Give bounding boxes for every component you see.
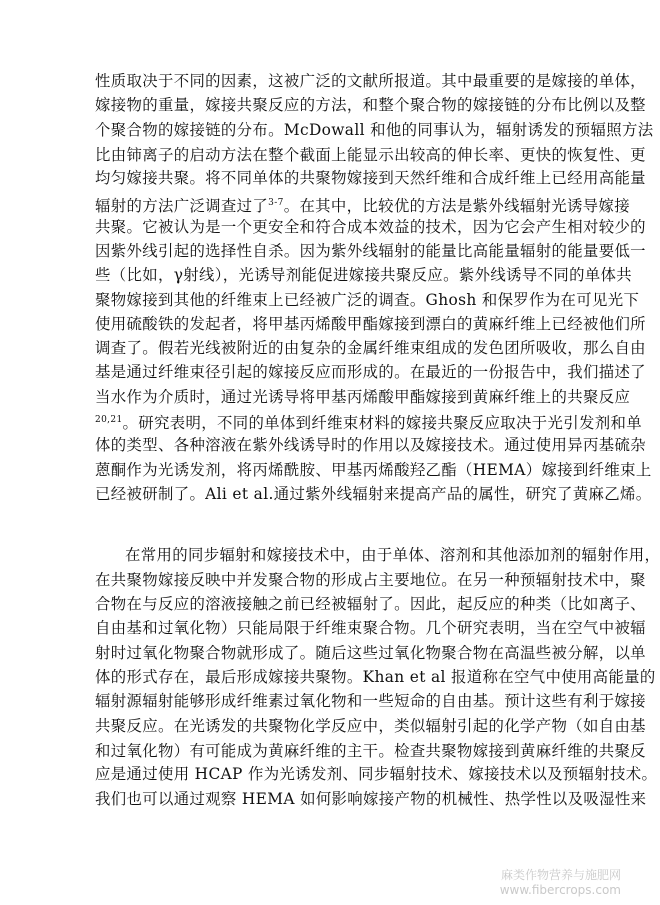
text-line-content: 已经被研制了。Ali et al.通过紫外线辐射来提高产品的属性，研究了黄麻乙烯。 [95,485,652,503]
text-line-content: 嫁接物的重量，嫁接共聚反应的方法，和整个聚合物的嫁接链的分布比例以及整 [95,96,646,114]
text-line-content: 体的类型、各种溶液在紫外线诱导时的作用以及嫁接技术。通过使用异丙基硫杂 [95,436,646,454]
text-line [95,484,652,504]
text-line [95,338,646,358]
text-line [95,314,646,334]
text-line-content: 共聚。它被认为是一个更安全和符合成本效益的技术，因为它会产生相对较少的 [95,218,646,236]
citation-superscript: 20,21 [95,415,123,425]
text-line-continuation: 。研究表明，不同的单体到纤维束材料的嫁接共聚反应取决于光引发剂和单 [122,414,642,432]
text-line-content: 均匀嫁接共聚。将不同单体的共聚物嫁接到天然纤维和合成纤维上已经用高能量 [95,169,646,187]
text-line [95,120,654,140]
text-line-content: 基是通过纤维束径引起的嫁接反应而形成的。在最近的一份报告中，我们描述了 [95,363,646,381]
text-line-content: 蒽酮作为光诱发剂，将丙烯酰胺、甲基丙烯酸羟乙酯（HEMA）嫁接到纤维束上 [95,461,652,479]
text-line [125,545,660,565]
text-line [95,764,658,784]
text-line [95,570,646,590]
watermark [500,868,621,898]
text-line-content: 调查了。假若光线被附近的由复杂的金属纤维束组成的发色团所吸收，那么自由 [95,339,646,357]
text-line-content: 和过氧化物）有可能成为黄麻纤维的主干。检查共聚物嫁接到黄麻纤维的共聚反 [95,742,646,760]
text-line [95,716,646,736]
text-line-content: 自由基和过氧化物）只能局限于纤维束聚合物。几个研究表明，当在空气中被辐 [95,619,646,637]
text-line [95,410,642,432]
text-line-content: 射时过氧化物聚合物就形成了。随后这些过氧化物聚合物在高温些被分解，以单 [95,644,646,662]
text-line-content: 当水作为介质时，通过光诱导将甲基丙烯酸甲酯嫁接到黄麻纤维上的共聚反应 [95,388,631,406]
text-line [95,691,646,711]
text-line [95,741,646,761]
text-line-content: 性质取决于不同的因素，这被广泛的文献所报道。其中最重要的是嫁接的单体， [95,72,646,90]
text-line [95,387,631,407]
text-line [95,168,646,188]
text-line [95,643,646,663]
text-line-content: 体的形式存在，最后形成嫁接共聚物。Khan et al 报道称在空气中使用高能量的 [95,668,656,686]
text-line [95,460,652,480]
text-line [95,667,656,687]
text-line [95,193,630,215]
text-line [95,290,640,310]
text-line-content: 使用硫酸铁的发起者，将甲基丙烯酸甲酯嫁接到漂白的黄麻纤维上已经被他们所 [95,315,646,333]
text-line-content: 在共聚物嫁接反映中并发聚合物的形成占主要地位。在另一种预辐射技术中，聚 [95,571,646,589]
watermark-url: www.fibercrops.com [499,883,621,897]
text-line-content: 在常用的同步辐射和嫁接技术中，由于单体、溶剂和其他添加剂的辐射作用， [125,546,660,564]
text-line-content: 些（比如，γ射线），光诱导剂能促进嫁接共聚反应。紫外线诱导不同的单体共 [95,266,633,284]
watermark-site-name: 麻类作物营养与施肥网 [500,868,621,882]
text-line-content: 辐射源辐射能够形成纤维素过氧化物和一些短命的自由基。预计这些有利于嫁接 [95,692,646,710]
text-line-content: 应是通过使用 HCAP 作为光诱发剂、同步辐射技术、嫁接技术以及预辐射技术。 [95,765,658,783]
text-line-content: 比由铈离子的启动方法在整个截面上能显示出较高的伸长率、更快的恢复性、更 [95,146,646,164]
text-line-content: 我们也可以通过观察 HEMA 如何影响嫁接产物的机械性、热学性以及吸湿性来 [95,790,647,808]
text-line [95,618,646,638]
text-line [95,241,646,261]
text-line [95,789,647,809]
citation-superscript: 3-7 [268,198,284,208]
text-line-content: 个聚合物的嫁接链的分布。McDowall 和他的同事认为，辐射诱发的预辐照方法 [95,121,654,139]
text-line-content: 辐射的方法广泛调查过了 [95,197,269,215]
text-line-content: 聚物嫁接到其他的纤维束上已经被广泛的调查。Ghosh 和保罗作为在可见光下 [95,291,640,309]
text-line [95,362,646,382]
text-line [95,435,646,455]
text-line [95,71,646,91]
text-line-content: 因紫外线引起的选择性自杀。因为紫外线辐射的能量比高能量辐射的能量要低一 [95,242,646,260]
text-line [95,265,633,285]
text-line-continuation: 。在其中，比较优的方法是紫外线辐射光诱导嫁接 [283,197,630,215]
text-line [95,594,646,614]
text-line-content: 共聚反应。在光诱发的共聚物化学反应中，类似辐射引起的化学产物（如自由基 [95,717,646,735]
text-line [95,95,646,115]
text-line [95,145,646,165]
text-line [95,217,646,237]
text-line-content: 合物在与反应的溶液接触之前已经被辐射了。因此，起反应的种类（比如离子、 [95,595,646,613]
